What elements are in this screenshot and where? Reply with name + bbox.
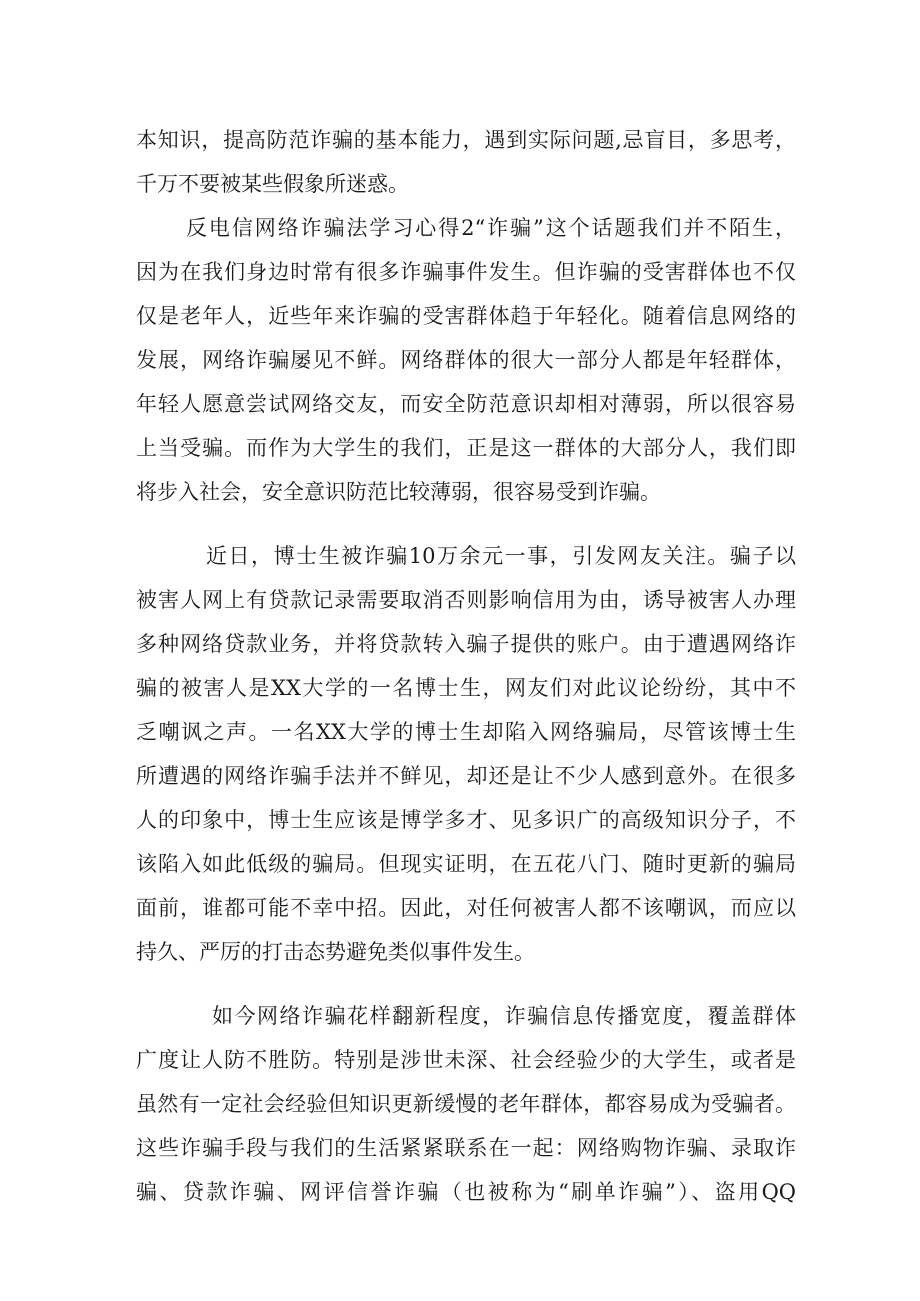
text-line: 乏嘲讽之声。一名XX大学的博士生却陷入网络骗局，尽管该博士生 — [136, 720, 796, 744]
text-line: 近日，博士生被诈骗10万余元一事，引发网友关注。骗子以 — [206, 544, 796, 568]
text-line: 将步入社会，安全意识防范比较薄弱，很容易受到诈骗。 — [136, 480, 661, 504]
text-line: 面前，谁都可能不幸中招。因此，对任何被害人都不该嘲讽，而应以 — [136, 896, 796, 920]
text-line: 发展，网络诈骗屡见不鲜。网络群体的很大一部分人都是年轻群体， — [136, 348, 796, 372]
text-line: 被害人网上有贷款记录需要取消否则影响信用为由，诱导被害人办理 — [136, 588, 796, 612]
text-line: 年轻人愿意尝试网络交友，而安全防范意识却相对薄弱，所以很容易 — [136, 392, 796, 416]
text-line: 该陷入如此低级的骗局。但现实证明，在五花八门、随时更新的骗局 — [136, 852, 796, 876]
text-line: 所遭遇的网络诈骗手法并不鲜见，却还是让不少人感到意外。在很多 — [136, 764, 796, 788]
text-line: 广度让人防不胜防。特别是涉世未深、社会经验少的大学生，或者是 — [136, 1048, 796, 1072]
text-line: 仅是老年人，近些年来诈骗的受害群体趋于年轻化。随着信息网络的 — [136, 304, 796, 328]
text-line: 多种网络贷款业务，并将贷款转入骗子提供的账户。由于遭遇网络诈 — [136, 632, 796, 656]
text-line: 如今网络诈骗花样翻新程度，诈骗信息传播宽度，覆盖群体 — [212, 1004, 796, 1028]
text-line: 人的印象中，博士生应该是博学多才、见多识广的高级知识分子，不 — [136, 808, 796, 832]
text-line: 因为在我们身边时常有很多诈骗事件发生。但诈骗的受害群体也不仅 — [136, 260, 796, 284]
text-line: 上当受骗。而作为大学生的我们，正是这一群体的大部分人，我们即 — [136, 436, 796, 460]
text-line: 持久、严厉的打击态势避免类似事件发生。 — [136, 940, 535, 964]
text-line: 千万不要被某些假象所迷惑。 — [136, 172, 409, 196]
text-line: 骗、贷款诈骗、网评信誉诈骗（也被称为“刷单诈骗”）、盗用QQ — [136, 1180, 796, 1204]
text-line: 本知识，提高防范诈骗的基本能力，遇到实际问题,忌盲目，多思考， — [136, 128, 796, 152]
text-line: 骗的被害人是XX大学的一名博士生，网友们对此议论纷纷，其中不 — [136, 676, 796, 700]
text-line: 反电信网络诈骗法学习心得2“诈骗”这个话题我们并不陌生， — [186, 216, 796, 240]
text-line: 这些诈骗手段与我们的生活紧紧联系在一起：网络购物诈骗、录取诈 — [136, 1136, 796, 1160]
text-line: 虽然有一定社会经验但知识更新缓慢的老年群体，都容易成为受骗者。 — [136, 1092, 796, 1116]
document-body — [136, 118, 796, 1214]
